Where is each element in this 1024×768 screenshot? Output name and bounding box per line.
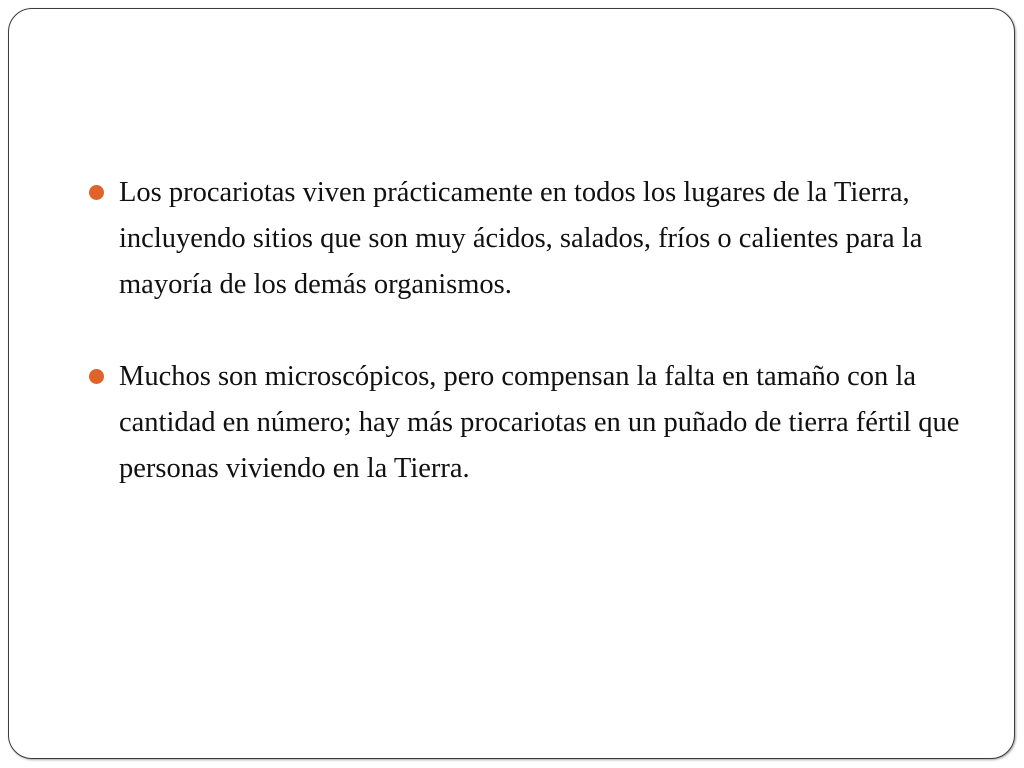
slide-frame — [8, 8, 1015, 759]
bullet-text: Muchos son microscópicos, pero compensan la falta en tamaño con la cantidad en número; hay más procariotas en un puñado de tierra fértil que personas viviendo en la Tierra. — [119, 361, 960, 484]
bullet-item-2 — [87, 354, 997, 492]
bullet-text: Los procariotas viven prácticamente en todos los lugares de la Tierra, incluyendo sitios que son muy ácidos, salados, fríos o calientes para la mayoría de los demás organismos. — [119, 177, 923, 300]
bullet-icon — [89, 185, 104, 200]
slide-content — [87, 170, 997, 538]
bullet-icon — [89, 369, 104, 384]
bullet-item-1 — [87, 170, 997, 308]
